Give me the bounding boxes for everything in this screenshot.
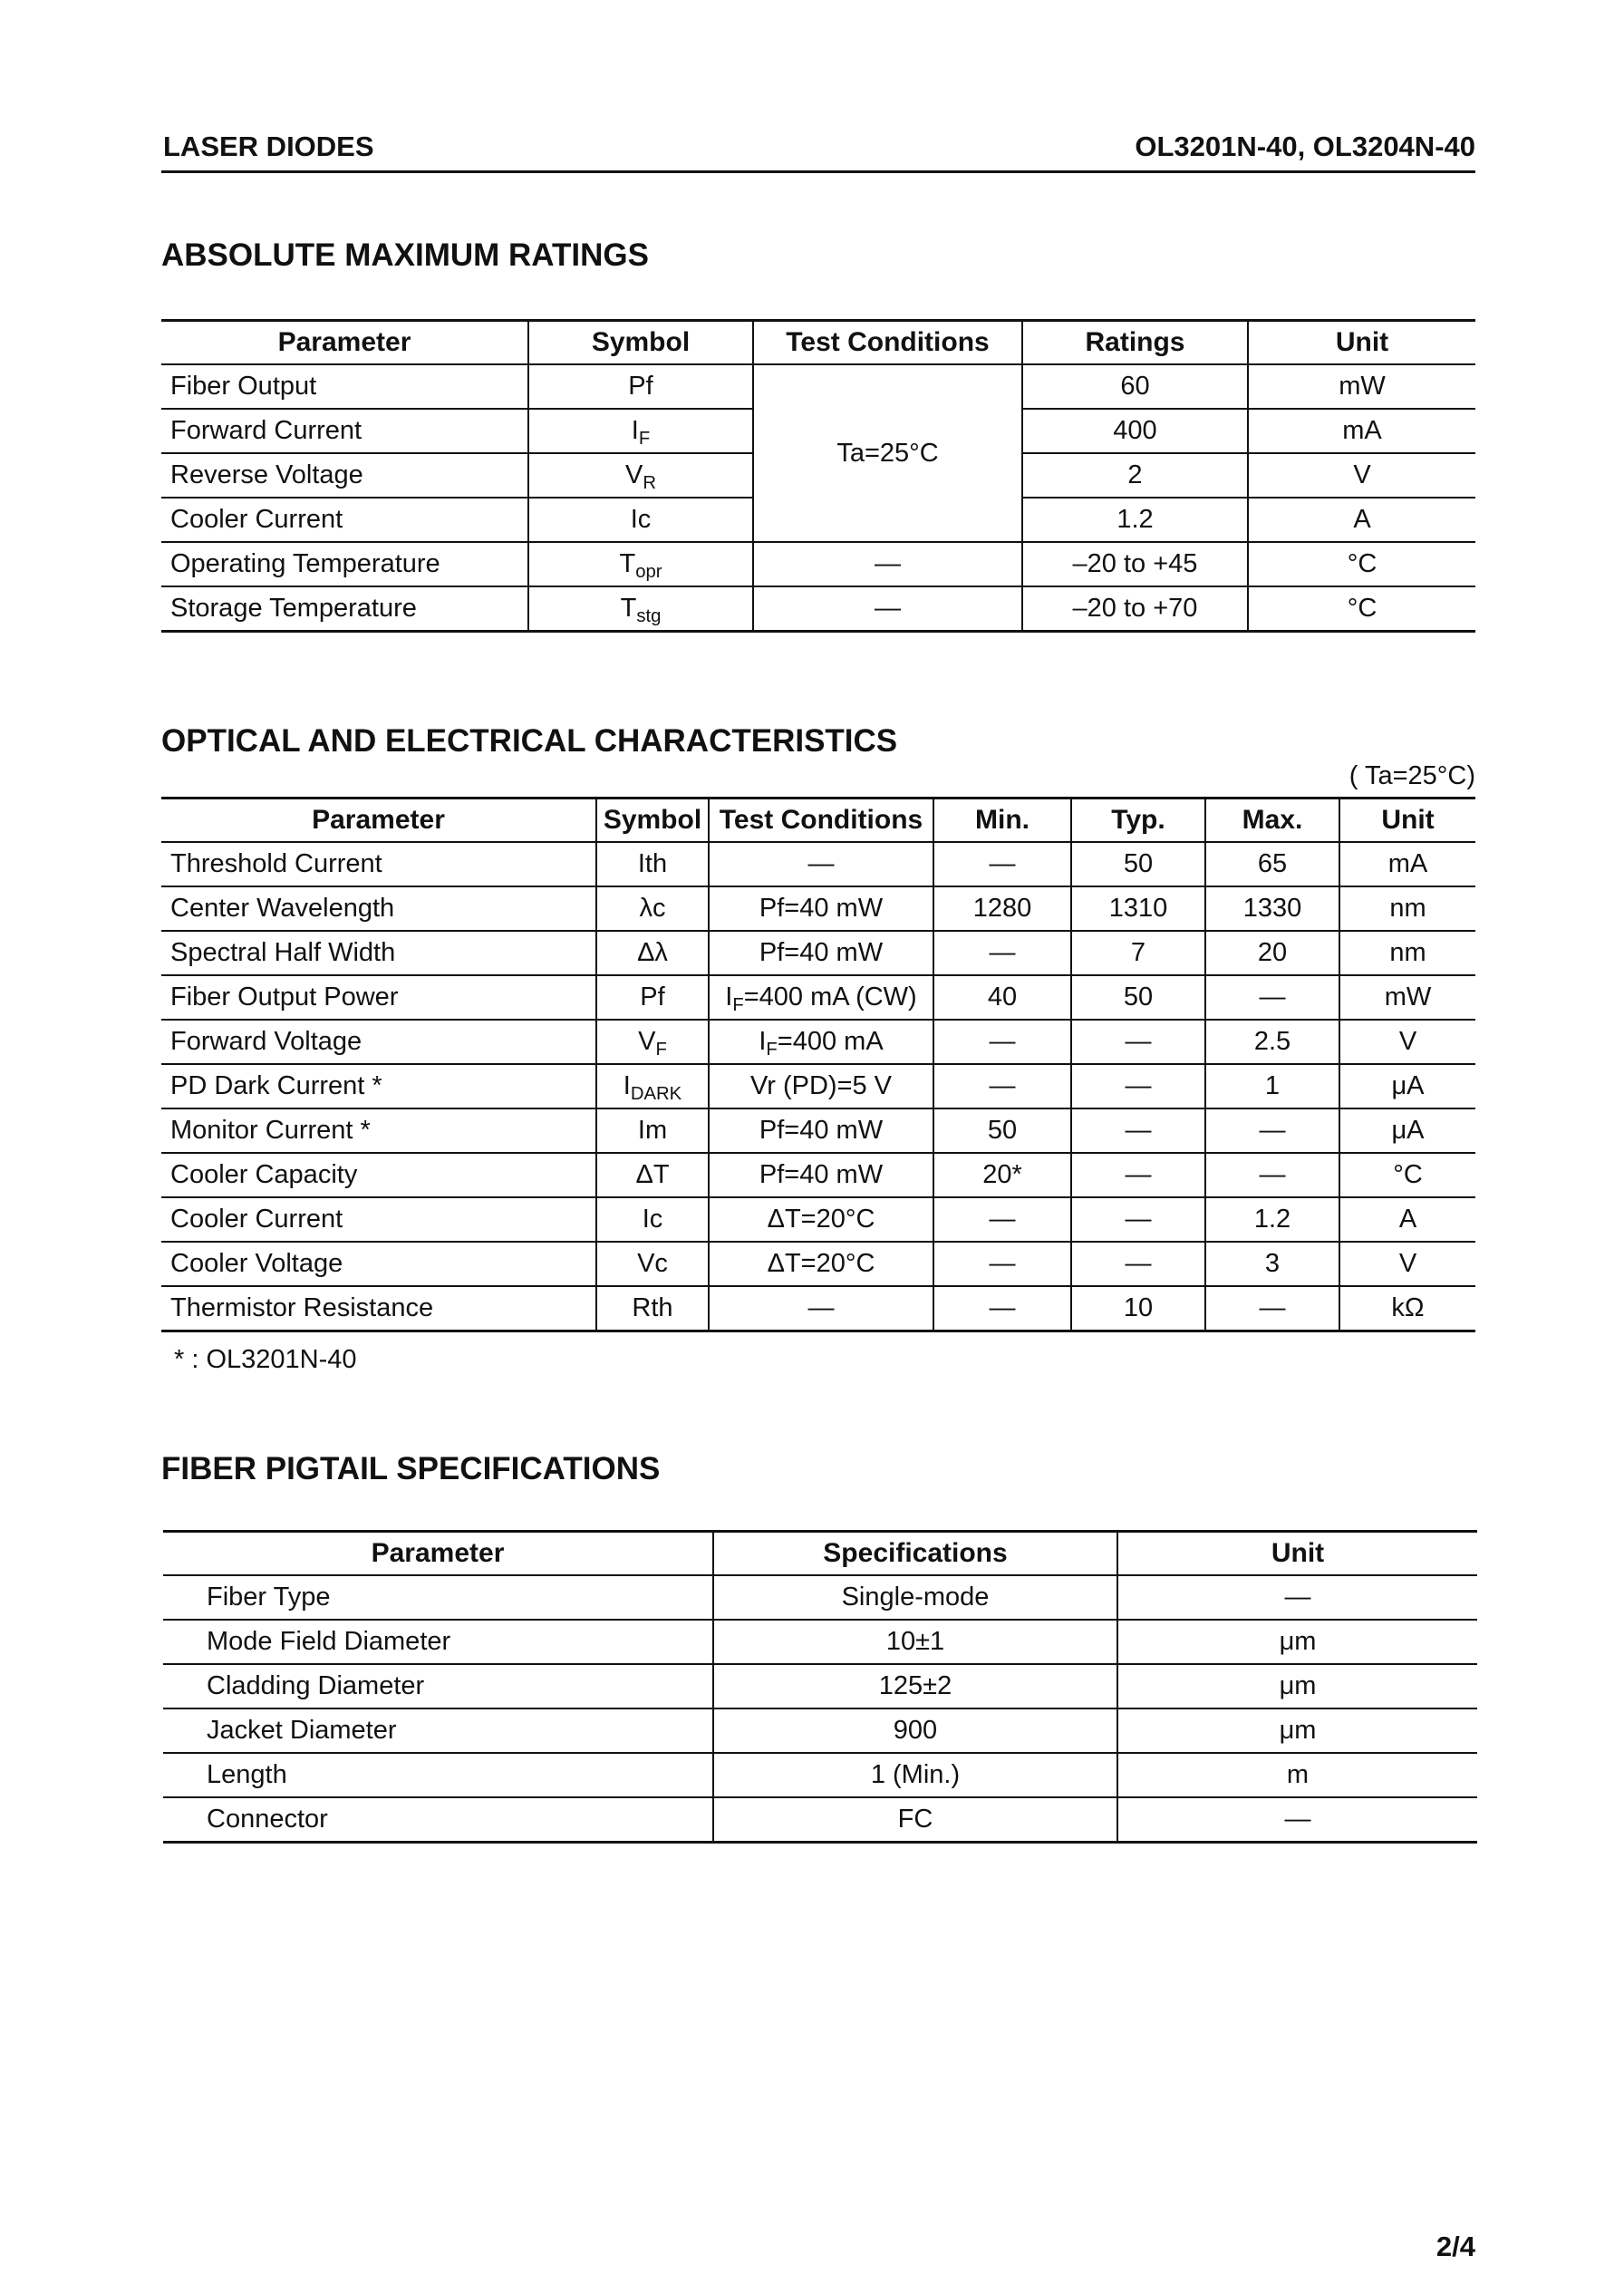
parameter-cell: Fiber Type	[163, 1575, 713, 1620]
condition-text: Pf=40 mW	[759, 1116, 884, 1145]
unit-cell: —	[1117, 1797, 1477, 1843]
unit-cell: mA	[1339, 842, 1475, 886]
subscript: F	[766, 1040, 778, 1060]
min-cell: —	[933, 1064, 1071, 1108]
rating-cell: 2	[1022, 453, 1248, 498]
unit-cell: °C	[1248, 542, 1475, 586]
symbol-text: V	[638, 1027, 656, 1056]
page-number: 2/4	[1436, 2231, 1475, 2262]
unit-cell: μm	[1117, 1708, 1477, 1753]
col-header: Symbol	[596, 799, 709, 843]
typ-cell: 50	[1071, 975, 1205, 1020]
condition-text: I	[725, 982, 733, 1011]
table-row	[161, 1108, 1475, 1153]
condition-text: ΔT=20°C	[767, 1205, 875, 1234]
col-header: Test Conditions	[709, 799, 933, 843]
condition-text: —	[807, 849, 835, 878]
parameter-cell: Mode Field Diameter	[163, 1620, 713, 1664]
unit-cell: °C	[1339, 1153, 1475, 1197]
table-row	[161, 1020, 1475, 1064]
parameter-cell: Cooler Voltage	[161, 1242, 596, 1286]
col-header: Specifications	[713, 1532, 1117, 1576]
col-header: Test Conditions	[753, 321, 1022, 365]
parameter-cell: Center Wavelength	[161, 886, 596, 931]
parameter-cell: Threshold Current	[161, 842, 596, 886]
spec-cell: Single-mode	[713, 1575, 1117, 1620]
optical-table	[161, 797, 1475, 1332]
abs-max-title: ABSOLUTE MAXIMUM RATINGS	[161, 237, 649, 273]
parameter-cell: Forward Voltage	[161, 1020, 596, 1064]
fiber-table	[163, 1530, 1477, 1844]
parameter-cell: Cooler Capacity	[161, 1153, 596, 1197]
condition-cell	[709, 931, 933, 975]
max-cell: 1	[1205, 1064, 1339, 1108]
rating-cell: 1.2	[1022, 498, 1248, 542]
condition-cell	[709, 1020, 933, 1064]
fiber-header-row	[163, 1532, 1477, 1576]
condition-text: ΔT=20°C	[767, 1249, 875, 1278]
parameter-cell: PD Dark Current *	[161, 1064, 596, 1108]
symbol-cell	[528, 453, 753, 498]
min-cell: 40	[933, 975, 1071, 1020]
typ-cell: —	[1071, 1197, 1205, 1242]
col-header: Max.	[1205, 799, 1339, 843]
table-row	[161, 1197, 1475, 1242]
table-row	[161, 1064, 1475, 1108]
symbol-cell	[596, 931, 709, 975]
unit-cell: μA	[1339, 1064, 1475, 1108]
abs-max-header-row	[161, 321, 1475, 365]
condition-text: I	[759, 1027, 767, 1056]
unit-cell: mA	[1248, 409, 1475, 453]
parameter-cell: Monitor Current *	[161, 1108, 596, 1153]
abs-max-table	[161, 319, 1475, 633]
min-cell: —	[933, 842, 1071, 886]
typ-cell: —	[1071, 1020, 1205, 1064]
col-header: Symbol	[528, 321, 753, 365]
parameter-cell: Thermistor Resistance	[161, 1286, 596, 1331]
optical-condition-note: ( Ta=25°C)	[1348, 761, 1475, 790]
symbol-text: V	[625, 460, 643, 489]
header-rule	[161, 170, 1475, 173]
parameter-cell: Fiber Output Power	[161, 975, 596, 1020]
col-header: Typ.	[1071, 799, 1205, 843]
table-row	[161, 842, 1475, 886]
max-cell: —	[1205, 1286, 1339, 1331]
typ-cell: 1310	[1071, 886, 1205, 931]
symbol-text: Pf	[628, 372, 653, 401]
unit-cell: nm	[1339, 886, 1475, 931]
typ-cell: 10	[1071, 1286, 1205, 1331]
symbol-cell	[596, 1242, 709, 1286]
symbol-cell	[596, 1153, 709, 1197]
condition-cell	[709, 886, 933, 931]
subscript: opr	[635, 562, 662, 583]
unit-cell: mW	[1339, 975, 1475, 1020]
parameter-cell: Cooler Current	[161, 498, 528, 542]
subscript: stg	[636, 606, 662, 627]
col-header: Unit	[1339, 799, 1475, 843]
symbol-text: Ic	[642, 1205, 663, 1234]
condition-cell	[709, 1064, 933, 1108]
table-row	[161, 931, 1475, 975]
min-cell: —	[933, 1020, 1071, 1064]
rating-cell: 60	[1022, 364, 1248, 409]
subscript: F	[638, 429, 651, 450]
subscript: F	[732, 995, 744, 1016]
unit-cell: mW	[1248, 364, 1475, 409]
max-cell: 65	[1205, 842, 1339, 886]
typ-cell: —	[1071, 1108, 1205, 1153]
col-header: Parameter	[161, 321, 528, 365]
col-header: Unit	[1117, 1532, 1477, 1576]
symbol-cell	[528, 542, 753, 586]
symbol-text: T	[619, 549, 636, 578]
max-cell: —	[1205, 1108, 1339, 1153]
min-cell: 20*	[933, 1153, 1071, 1197]
spec-cell: 900	[713, 1708, 1117, 1753]
symbol-text: Vc	[637, 1249, 668, 1278]
subscript: R	[643, 473, 656, 494]
symbol-text: T	[620, 594, 637, 623]
unit-cell: μm	[1117, 1664, 1477, 1708]
symbol-text: Pf	[640, 982, 665, 1011]
col-header: Unit	[1248, 321, 1475, 365]
symbol-cell	[596, 1064, 709, 1108]
condition-cell	[709, 1108, 933, 1153]
condition-text: Pf=40 mW	[759, 1160, 884, 1189]
condition-cell: —	[753, 586, 1022, 632]
min-cell: —	[933, 1286, 1071, 1331]
symbol-text: λc	[639, 894, 666, 923]
unit-cell: μm	[1117, 1620, 1477, 1664]
typ-cell: 7	[1071, 931, 1205, 975]
table-row	[161, 586, 1475, 632]
symbol-cell	[596, 1020, 709, 1064]
symbol-cell	[596, 842, 709, 886]
unit-cell: V	[1248, 453, 1475, 498]
table-row	[161, 1153, 1475, 1197]
header-category: LASER DIODES	[163, 131, 374, 162]
symbol-cell	[596, 975, 709, 1020]
symbol-cell	[528, 364, 753, 409]
symbol-text: I	[631, 416, 639, 445]
max-cell: —	[1205, 1153, 1339, 1197]
max-cell: 2.5	[1205, 1020, 1339, 1064]
symbol-text: Rth	[632, 1293, 673, 1322]
unit-cell: °C	[1248, 586, 1475, 632]
symbol-cell	[528, 409, 753, 453]
symbol-cell	[528, 498, 753, 542]
unit-cell: m	[1117, 1753, 1477, 1797]
min-cell: —	[933, 1197, 1071, 1242]
unit-cell: V	[1339, 1020, 1475, 1064]
parameter-cell: Spectral Half Width	[161, 931, 596, 975]
symbol-cell	[528, 586, 753, 632]
unit-cell: kΩ	[1339, 1286, 1475, 1331]
parameter-cell: Fiber Output	[161, 364, 528, 409]
spec-cell: FC	[713, 1797, 1117, 1843]
header-models: OL3201N-40, OL3204N-40	[1135, 131, 1475, 162]
table-row	[163, 1708, 1477, 1753]
unit-cell: V	[1339, 1242, 1475, 1286]
symbol-text: I	[623, 1071, 631, 1100]
table-row	[163, 1575, 1477, 1620]
unit-cell: A	[1339, 1197, 1475, 1242]
rating-cell: 400	[1022, 409, 1248, 453]
fiber-title: FIBER PIGTAIL SPECIFICATIONS	[161, 1451, 661, 1486]
parameter-cell: Reverse Voltage	[161, 453, 528, 498]
rating-cell: –20 to +45	[1022, 542, 1248, 586]
col-header: Ratings	[1022, 321, 1248, 365]
typ-cell: —	[1071, 1242, 1205, 1286]
parameter-cell: Length	[163, 1753, 713, 1797]
typ-cell: 50	[1071, 842, 1205, 886]
col-header: Parameter	[161, 799, 596, 843]
unit-cell: A	[1248, 498, 1475, 542]
min-cell: 50	[933, 1108, 1071, 1153]
parameter-cell: Forward Current	[161, 409, 528, 453]
subscript: DARK	[630, 1084, 682, 1105]
condition-text: —	[807, 1293, 835, 1322]
symbol-text: ΔT	[635, 1160, 670, 1189]
max-cell: 20	[1205, 931, 1339, 975]
col-header: Min.	[933, 799, 1071, 843]
symbol-text: Ith	[637, 849, 668, 878]
min-cell: 1280	[933, 886, 1071, 931]
unit-cell: μA	[1339, 1108, 1475, 1153]
unit-cell: —	[1117, 1575, 1477, 1620]
condition-rest: =400 mA	[777, 1027, 884, 1056]
min-cell: —	[933, 931, 1071, 975]
condition-rest: =400 mA (CW)	[743, 982, 917, 1011]
parameter-cell: Cladding Diameter	[163, 1664, 713, 1708]
parameter-cell: Cooler Current	[161, 1197, 596, 1242]
max-cell: —	[1205, 975, 1339, 1020]
table-row	[163, 1753, 1477, 1797]
optical-footnote: * : OL3201N-40	[174, 1345, 357, 1374]
parameter-cell: Connector	[163, 1797, 713, 1843]
condition-cell	[709, 842, 933, 886]
max-cell: 1330	[1205, 886, 1339, 931]
spec-cell: 125±2	[713, 1664, 1117, 1708]
optical-title: OPTICAL AND ELECTRICAL CHARACTERISTICS	[161, 723, 898, 759]
shared-condition-cell: Ta=25°C	[753, 364, 1022, 542]
condition-cell: —	[753, 542, 1022, 586]
table-row	[161, 886, 1475, 931]
typ-cell: —	[1071, 1153, 1205, 1197]
spec-cell: 10±1	[713, 1620, 1117, 1664]
table-row	[163, 1664, 1477, 1708]
parameter-cell: Operating Temperature	[161, 542, 528, 586]
max-cell: 1.2	[1205, 1197, 1339, 1242]
subscript: F	[655, 1040, 667, 1060]
condition-cell	[709, 1242, 933, 1286]
symbol-text: Ic	[630, 505, 652, 534]
symbol-cell	[596, 1108, 709, 1153]
rating-cell: –20 to +70	[1022, 586, 1248, 632]
condition-cell	[709, 1197, 933, 1242]
min-cell: —	[933, 1242, 1071, 1286]
condition-text: Vr (PD)=5 V	[749, 1071, 893, 1100]
typ-cell: —	[1071, 1064, 1205, 1108]
symbol-text: Im	[637, 1116, 668, 1145]
table-row	[161, 975, 1475, 1020]
condition-cell	[709, 1153, 933, 1197]
unit-cell: nm	[1339, 931, 1475, 975]
col-header: Parameter	[163, 1532, 713, 1576]
table-row	[161, 1286, 1475, 1331]
table-row	[161, 542, 1475, 586]
spec-cell: 1 (Min.)	[713, 1753, 1117, 1797]
table-row	[163, 1620, 1477, 1664]
symbol-cell	[596, 1286, 709, 1331]
symbol-cell	[596, 1197, 709, 1242]
condition-text: Pf=40 mW	[759, 938, 884, 967]
max-cell: 3	[1205, 1242, 1339, 1286]
symbol-cell	[596, 886, 709, 931]
parameter-cell: Storage Temperature	[161, 586, 528, 632]
symbol-text: Δλ	[637, 938, 668, 967]
table-row	[161, 1242, 1475, 1286]
optical-header-row	[161, 799, 1475, 843]
condition-text: Pf=40 mW	[759, 894, 884, 923]
table-row	[163, 1797, 1477, 1843]
condition-cell	[709, 1286, 933, 1331]
parameter-cell: Jacket Diameter	[163, 1708, 713, 1753]
table-row	[161, 364, 1475, 409]
condition-cell	[709, 975, 933, 1020]
